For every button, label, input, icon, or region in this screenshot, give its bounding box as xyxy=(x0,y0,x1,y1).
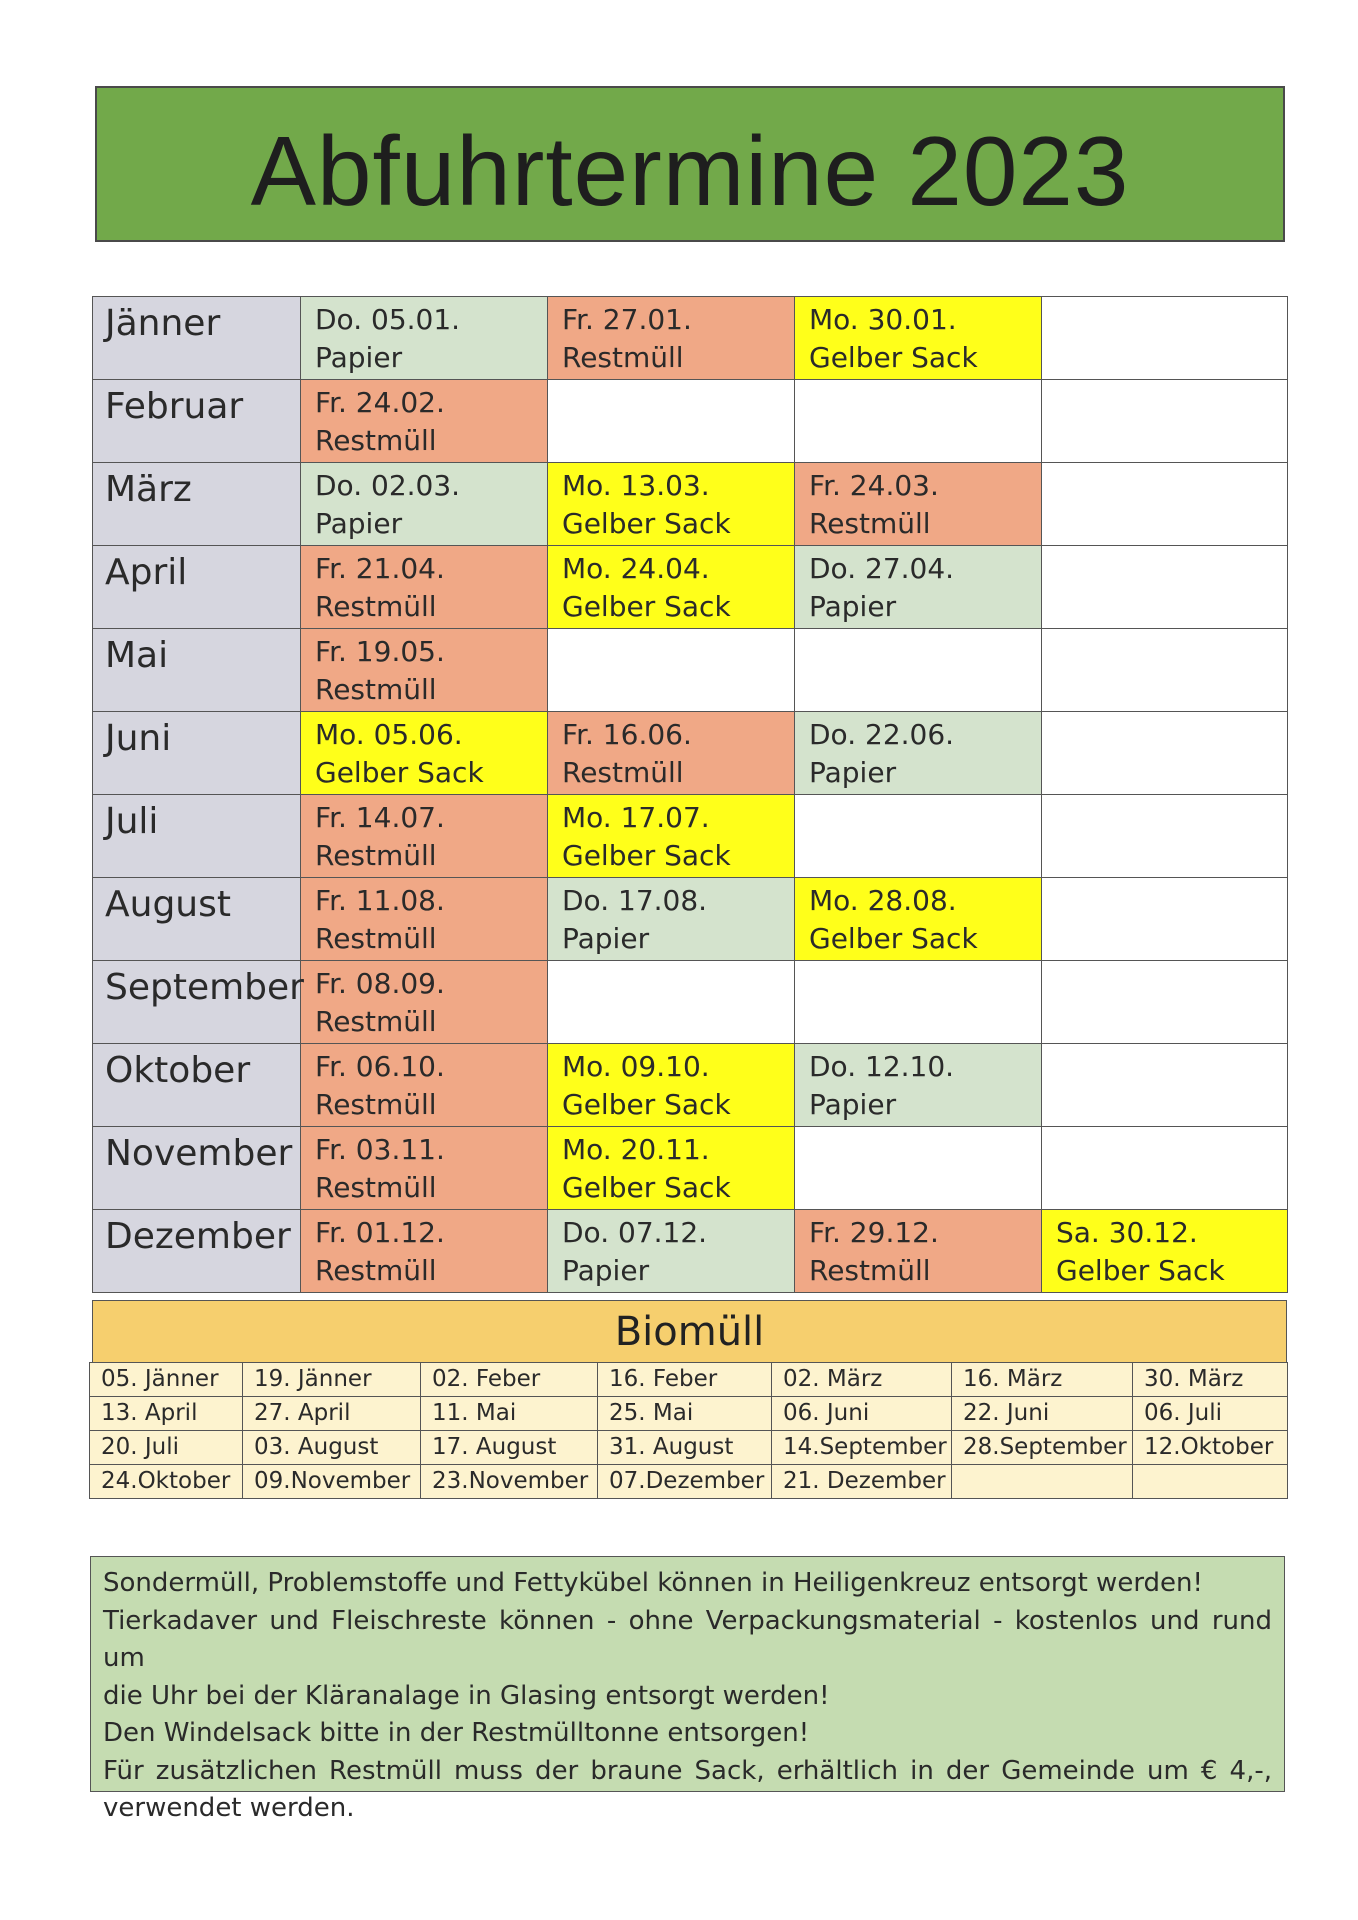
biomuell-date: 23.November xyxy=(421,1465,598,1499)
month-label: Jänner xyxy=(93,297,301,380)
collection-date: Mo. 24.04. xyxy=(562,552,710,585)
collection-entry xyxy=(795,297,1042,380)
schedule-row xyxy=(93,878,1288,961)
empty-cell xyxy=(795,1127,1042,1210)
biomuell-date: 24.Oktober xyxy=(90,1465,243,1499)
collection-entry xyxy=(1042,1210,1288,1293)
collection-date: Do. 02.03. xyxy=(315,469,461,502)
info-box xyxy=(90,1556,1285,1823)
schedule-row xyxy=(93,629,1288,712)
collection-entry xyxy=(301,380,548,463)
collection-date: Mo. 30.01. xyxy=(809,303,957,336)
collection-date: Sa. 30.12. xyxy=(1056,1216,1198,1249)
collection-type: Restmüll xyxy=(315,922,437,955)
empty-cell xyxy=(1042,463,1288,546)
month-label: Dezember xyxy=(93,1210,301,1293)
schedule-row xyxy=(93,795,1288,878)
biomuell-date: 07.Dezember xyxy=(598,1465,772,1499)
collection-entry xyxy=(301,1044,548,1127)
collection-entry xyxy=(795,712,1042,795)
schedule-row xyxy=(93,463,1288,546)
biomuell-title: Biomüll xyxy=(92,1300,1287,1362)
collection-date: Fr. 16.06. xyxy=(562,718,692,751)
empty-cell xyxy=(1042,961,1288,1044)
collection-entry xyxy=(301,712,548,795)
collection-type: Restmüll xyxy=(315,1005,437,1038)
collection-entry xyxy=(301,961,548,1044)
collection-entry xyxy=(548,795,795,878)
collection-date: Fr. 14.07. xyxy=(315,801,445,834)
collection-entry xyxy=(548,1210,795,1293)
biomuell-date: 09.November xyxy=(243,1465,421,1499)
collection-date: Mo. 05.06. xyxy=(315,718,463,751)
biomuell-date: 05. Jänner xyxy=(90,1363,243,1397)
collection-entry xyxy=(301,878,548,961)
biomuell-date: 06. Juni xyxy=(772,1397,952,1431)
empty-cell xyxy=(1042,297,1288,380)
collection-type: Papier xyxy=(562,922,650,955)
biomuell-date: 25. Mai xyxy=(598,1397,772,1431)
biomuell-date: 11. Mai xyxy=(421,1397,598,1431)
month-label: März xyxy=(93,463,301,546)
schedule-table xyxy=(92,296,1288,1293)
biomuell-date: 14.September xyxy=(772,1431,952,1465)
collection-entry xyxy=(301,629,548,712)
collection-type: Papier xyxy=(809,590,897,623)
empty-cell xyxy=(1042,1044,1288,1127)
collection-type: Papier xyxy=(562,1254,650,1287)
collection-type: Restmüll xyxy=(315,590,437,623)
collection-date: Fr. 21.04. xyxy=(315,552,445,585)
collection-date: Fr. 27.01. xyxy=(562,303,692,336)
collection-type: Gelber Sack xyxy=(562,1171,731,1204)
month-label: Juni xyxy=(93,712,301,795)
schedule-row xyxy=(93,961,1288,1044)
collection-type: Restmüll xyxy=(315,673,437,706)
collection-entry xyxy=(548,1044,795,1127)
empty-cell xyxy=(548,380,795,463)
info-line: Den Windelsack bitte in der Restmülltonne entsorgen! xyxy=(103,1718,810,1748)
collection-type: Gelber Sack xyxy=(809,922,978,955)
month-label: Februar xyxy=(93,380,301,463)
collection-entry xyxy=(795,878,1042,961)
collection-entry xyxy=(548,297,795,380)
schedule-row xyxy=(93,546,1288,629)
collection-type: Gelber Sack xyxy=(562,507,731,540)
biomuell-date: 16. Feber xyxy=(598,1363,772,1397)
collection-date: Mo. 09.10. xyxy=(562,1050,710,1083)
empty-cell xyxy=(1042,712,1288,795)
collection-entry xyxy=(795,1044,1042,1127)
collection-type: Gelber Sack xyxy=(809,341,978,374)
collection-type: Papier xyxy=(315,341,403,374)
empty-cell xyxy=(1042,1127,1288,1210)
collection-entry xyxy=(795,1210,1042,1293)
schedule-row xyxy=(93,380,1288,463)
collection-date: Mo. 20.11. xyxy=(562,1133,710,1166)
collection-entry xyxy=(301,1210,548,1293)
collection-date: Fr. 24.02. xyxy=(315,386,445,419)
collection-entry xyxy=(548,712,795,795)
collection-type: Papier xyxy=(809,756,897,789)
empty-cell xyxy=(1042,546,1288,629)
collection-date: Mo. 28.08. xyxy=(809,884,957,917)
collection-entry xyxy=(795,546,1042,629)
biomuell-date: 03. August xyxy=(243,1431,421,1465)
biomuell-row xyxy=(90,1431,1288,1465)
info-line: die Uhr bei der Kläranalage in Glasing entsorgt werden! xyxy=(103,1680,830,1711)
empty-cell xyxy=(795,795,1042,878)
collection-entry xyxy=(301,1127,548,1210)
collection-entry xyxy=(548,1127,795,1210)
biomuell-date xyxy=(952,1465,1133,1499)
title-banner xyxy=(95,86,1285,242)
collection-type: Gelber Sack xyxy=(562,1088,731,1121)
collection-type: Gelber Sack xyxy=(562,839,731,872)
collection-type: Restmüll xyxy=(315,1088,437,1121)
empty-cell xyxy=(1042,380,1288,463)
collection-entry xyxy=(301,795,548,878)
collection-entry xyxy=(301,463,548,546)
schedule-row xyxy=(93,297,1288,380)
collection-date: Do. 22.06. xyxy=(809,718,955,751)
collection-type: Restmüll xyxy=(315,1254,437,1287)
month-label: September xyxy=(93,961,301,1044)
collection-date: Do. 05.01. xyxy=(315,303,461,336)
collection-type: Gelber Sack xyxy=(562,590,731,623)
biomuell-row xyxy=(90,1465,1288,1499)
collection-date: Do. 27.04. xyxy=(809,552,955,585)
collection-date: Do. 12.10. xyxy=(809,1050,955,1083)
collection-date: Fr. 29.12. xyxy=(809,1216,939,1249)
month-label: Mai xyxy=(93,629,301,712)
biomuell-date xyxy=(1133,1465,1288,1499)
collection-type: Restmüll xyxy=(562,756,684,789)
schedule-row xyxy=(93,712,1288,795)
biomuell-date: 19. Jänner xyxy=(243,1363,421,1397)
biomuell-row xyxy=(90,1397,1288,1431)
collection-date: Fr. 08.09. xyxy=(315,967,445,1000)
biomuell-date: 28.September xyxy=(952,1431,1133,1465)
info-line: Tierkadaver und Fleischreste können - ohne Verpackungsmaterial - kostenlos und rund um xyxy=(103,1605,1272,1673)
biomuell-date: 30. März xyxy=(1133,1363,1288,1397)
info-line: Sondermüll, Problemstoffe und Fettykübel können in Heiligenkreuz entsorgt werden! xyxy=(103,1568,1203,1598)
collection-type: Gelber Sack xyxy=(1056,1254,1225,1287)
collection-type: Restmüll xyxy=(315,839,437,872)
month-label: August xyxy=(93,878,301,961)
collection-date: Fr. 11.08. xyxy=(315,884,445,917)
collection-date: Fr. 06.10. xyxy=(315,1050,445,1083)
biomuell-date: 02. Feber xyxy=(421,1363,598,1397)
collection-type: Restmüll xyxy=(562,341,684,374)
empty-cell xyxy=(1042,795,1288,878)
info-line: Für zusätzlichen Restmüll muss der braune Sack, erhältlich in der Gemeinde um € 4,-, xyxy=(103,1755,1272,1786)
collection-entry xyxy=(548,878,795,961)
collection-type: Restmüll xyxy=(315,424,437,457)
empty-cell xyxy=(1042,878,1288,961)
empty-cell xyxy=(1042,629,1288,712)
month-label: Juli xyxy=(93,795,301,878)
collection-date: Mo. 17.07. xyxy=(562,801,710,834)
biomuell-date: 21. Dezember xyxy=(772,1465,952,1499)
empty-cell xyxy=(795,380,1042,463)
collection-type: Papier xyxy=(315,507,403,540)
biomuell-date: 06. Juli xyxy=(1133,1397,1288,1431)
month-label: November xyxy=(93,1127,301,1210)
month-label: April xyxy=(93,546,301,629)
info-line: verwendet werden. xyxy=(103,1793,355,1823)
schedule-row xyxy=(93,1044,1288,1127)
biomuell-date: 13. April xyxy=(90,1397,243,1431)
collection-date: Mo. 13.03. xyxy=(562,469,710,502)
collection-type: Restmüll xyxy=(809,507,931,540)
biomuell-date: 27. April xyxy=(243,1397,421,1431)
biomuell-table xyxy=(89,1362,1288,1499)
collection-type: Gelber Sack xyxy=(315,756,484,789)
biomuell-date: 17. August xyxy=(421,1431,598,1465)
biomuell-date: 31. August xyxy=(598,1431,772,1465)
biomuell-date: 02. März xyxy=(772,1363,952,1397)
collection-entry xyxy=(548,546,795,629)
empty-cell xyxy=(548,961,795,1044)
collection-date: Fr. 01.12. xyxy=(315,1216,445,1249)
collection-entry xyxy=(548,463,795,546)
collection-type: Restmüll xyxy=(809,1254,931,1287)
collection-entry xyxy=(301,546,548,629)
empty-cell xyxy=(548,629,795,712)
collection-type: Papier xyxy=(809,1088,897,1121)
collection-entry xyxy=(301,297,548,380)
biomuell-date: 20. Juli xyxy=(90,1431,243,1465)
collection-type: Restmüll xyxy=(315,1171,437,1204)
collection-date: Do. 07.12. xyxy=(562,1216,708,1249)
biomuell-date: 12.Oktober xyxy=(1133,1431,1288,1465)
month-label: Oktober xyxy=(93,1044,301,1127)
collection-date: Fr. 03.11. xyxy=(315,1133,445,1166)
empty-cell xyxy=(795,629,1042,712)
biomuell-date: 22. Juni xyxy=(952,1397,1133,1431)
biomuell-row xyxy=(90,1363,1288,1397)
collection-date: Do. 17.08. xyxy=(562,884,708,917)
collection-date: Fr. 19.05. xyxy=(315,635,445,668)
collection-date: Fr. 24.03. xyxy=(809,469,939,502)
page-title: Abfuhrtermine 2023 xyxy=(250,115,1130,226)
biomuell-date: 16. März xyxy=(952,1363,1133,1397)
empty-cell xyxy=(795,961,1042,1044)
schedule-row xyxy=(93,1127,1288,1210)
schedule-row xyxy=(93,1210,1288,1293)
collection-entry xyxy=(795,463,1042,546)
